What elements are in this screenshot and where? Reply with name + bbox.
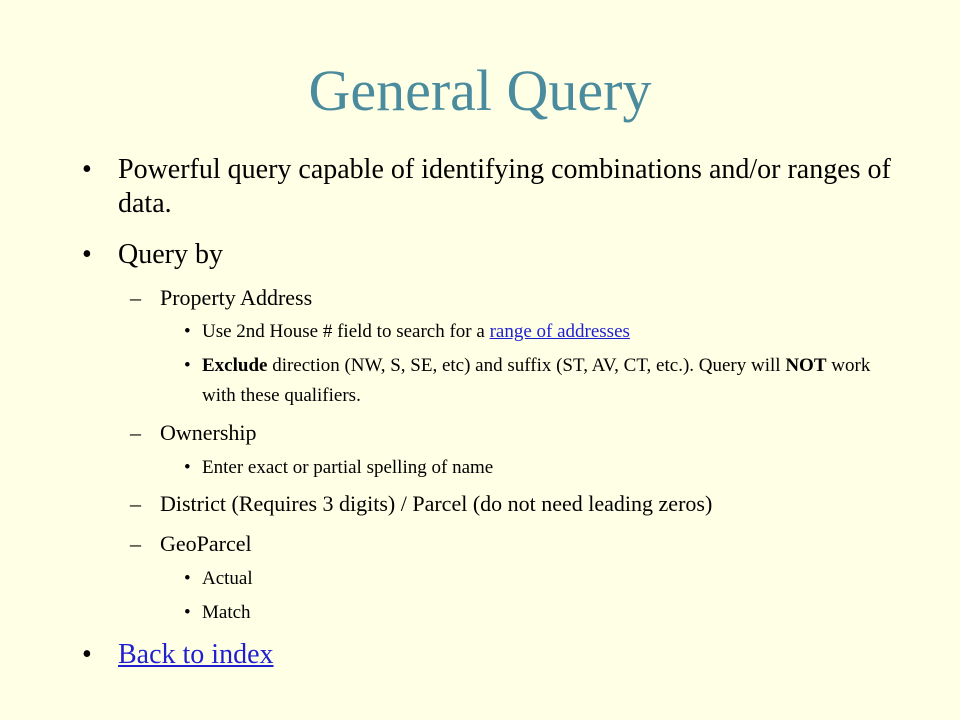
detail-match [184,598,902,628]
bullet-text: Query by [118,239,223,270]
bullet-icon: • [82,639,92,670]
detail-exclude-direction [184,351,902,411]
detail-text: Use 2nd House # field to search for a [202,321,490,342]
detail-text: Match [202,602,251,623]
range-of-addresses-link[interactable]: range of addresses [489,321,630,342]
detail-text: Enter exact or partial spelling of name [202,457,494,478]
detail-enter-exact [184,453,902,483]
detail-text: work with these qualifiers. [202,355,871,406]
detail-text: direction (NW, S, SE, etc) and suffix (ST, AV, CT, etc.). Query will [267,355,786,376]
bullet-query-by [82,238,898,272]
bullet-back-to-index [82,638,898,672]
bullet-icon: • [82,154,92,185]
bullet-text: Powerful query capable of identifying combinations and/or ranges of data. [118,154,891,219]
bullet-icon: • [184,321,191,342]
dash-icon: – [130,531,141,556]
exclude-bold-text: Exclude [202,355,268,376]
subitem-property-address [130,284,313,312]
subitem-text: District (Requires 3 digits) / Parcel (do not need leading zeros) [160,491,713,516]
subitem-ownership [130,419,257,447]
not-bold-text: NOT [785,355,827,376]
bullet-icon: • [184,457,191,478]
subitem-district-parcel [130,490,713,518]
back-to-index-link[interactable]: Back to index [118,639,274,670]
bullet-icon: • [184,602,191,623]
dash-icon: – [130,491,141,516]
bullet-powerful-query [82,153,898,221]
subitem-text: Ownership [160,420,257,445]
detail-second-house [184,317,902,347]
detail-actual [184,564,902,594]
bullet-icon: • [184,355,191,376]
subitem-text: Property Address [160,285,313,310]
dash-icon: – [130,285,141,310]
detail-text: Actual [202,568,253,589]
bullet-icon: • [82,239,92,270]
subitem-text: GeoParcel [160,531,252,556]
subitem-geoparcel [130,530,252,558]
bullet-icon: • [184,568,191,589]
dash-icon: – [130,420,141,445]
slide-title: General Query [308,58,652,123]
